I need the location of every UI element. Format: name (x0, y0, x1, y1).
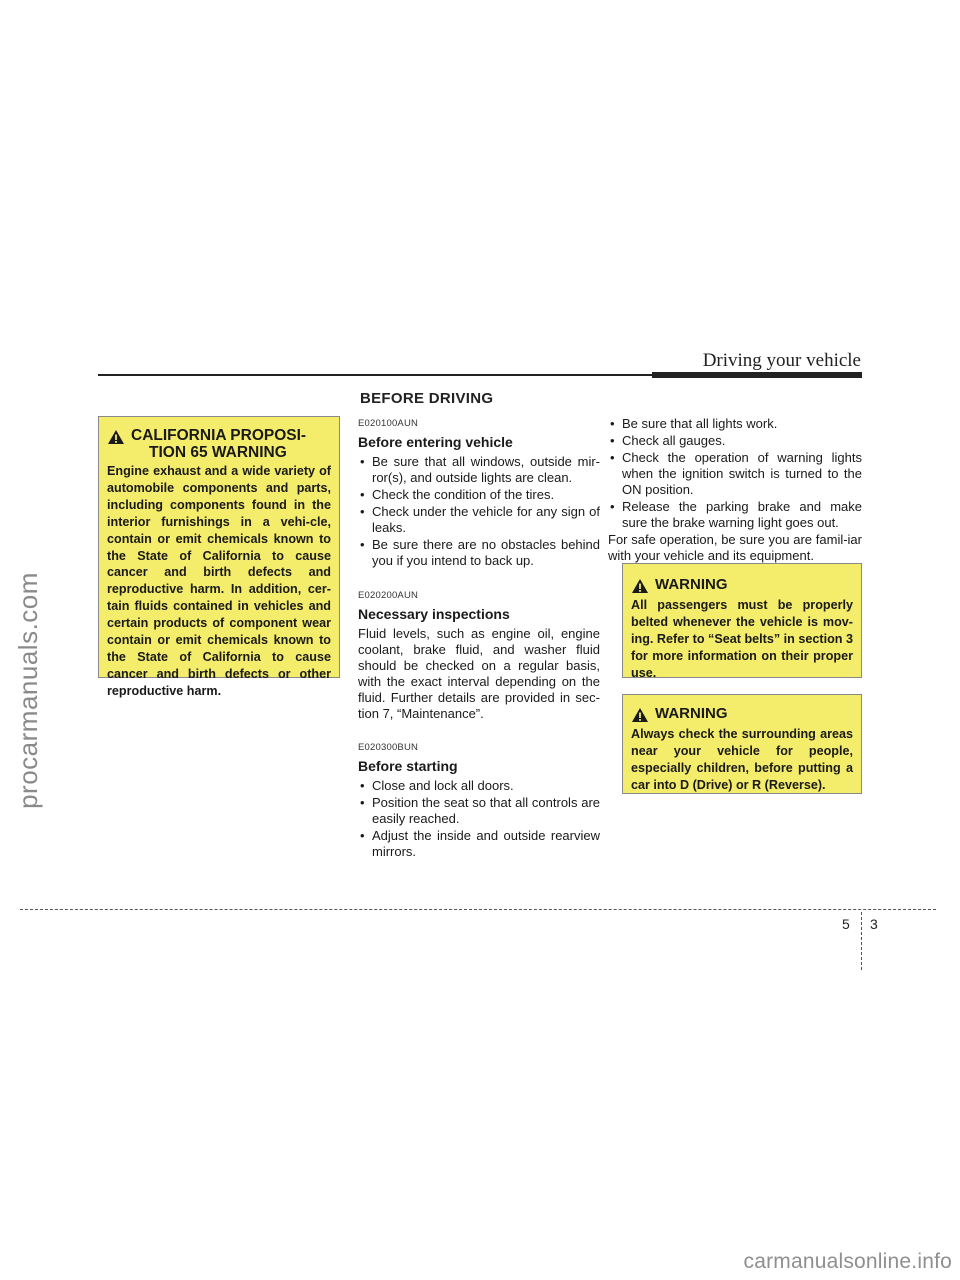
subheading-before-entering: Before entering vehicle (358, 434, 513, 450)
before-starting-list-continued (608, 416, 862, 531)
list-item: • Check the operation of warning lights when the ignition switch is turned to the ON position. (608, 450, 862, 498)
warning-triangle-icon (631, 578, 649, 594)
list-item: • Check all gauges. (608, 433, 862, 449)
footer-rule (20, 909, 936, 910)
surroundings-warning-body: Always check the surrounding areas near your vehicle for people, especially children, before putting a car into D (Drive) or R (Reverse). (631, 727, 853, 792)
seatbelt-warning-header (631, 576, 853, 594)
inspections-paragraph: Fluid levels, such as engine oil, engine coolant, brake fluid, and washer fluid should be checked on a regular basis, with the exact interval depending on the fluid. Further details are provided in sec-tion 7, “Maintenance”. (358, 626, 600, 721)
seatbelt-warning-body: All passengers must be properly belted whenever the vehicle is mov-ing. Refer to “Seat belts” in section 3 for more information on their proper use. (631, 598, 853, 680)
list-item: • Position the seat so that all controls are easily reached. (358, 795, 600, 827)
section-title: Driving your vehicle (702, 350, 861, 371)
section-code: E020300BUN (358, 742, 419, 753)
page-number-divider (861, 912, 862, 970)
seatbelt-warning-box (622, 563, 862, 678)
list-item: • Be sure there are no obstacles behind you if you intend to back up. (358, 537, 600, 569)
california-warning-body: Engine exhaust and a wide variety of automobile components and parts, including components found in the interior furnishings in a vehi-cle, contain or emit chemicals known to the State of California to cause cancer and birth defects and reproductive harm. In addition, cer-tain fluids contained in vehicles and certain products of component wear contain or emit chemicals known to the State of California to cause cancer and birth defects or other reproductive harm. (107, 464, 331, 698)
california-warning-title (131, 427, 306, 461)
header-rule-accent (652, 372, 862, 378)
side-watermark-text: procarmanuals.com (12, 571, 43, 809)
middle-column (358, 416, 600, 861)
list-item: • Adjust the inside and outside rearview mirrors. (358, 828, 600, 860)
warning-triangle-icon (631, 707, 649, 723)
bottom-watermark: carmanualsonline.info (743, 1250, 952, 1273)
california-warning-header (107, 427, 331, 461)
section-code: E020200AUN (358, 590, 419, 601)
surroundings-warning-header (631, 705, 853, 723)
california-warning-title-line2: TION 65 WARNING (149, 444, 287, 461)
before-starting-list (358, 778, 600, 860)
chapter-number: 5 (842, 916, 850, 932)
before-entering-list (358, 454, 600, 569)
right-column (608, 416, 862, 564)
main-heading: BEFORE DRIVING (360, 390, 494, 407)
list-item: • Close and lock all doors. (358, 778, 600, 794)
section-code: E020100AUN (358, 418, 419, 429)
list-item: • Be sure that all lights work. (608, 416, 862, 432)
list-item: • Check under the vehicle for any sign of leaks. (358, 504, 600, 536)
list-item: • Be sure that all windows, outside mir-ror(s), and outside lights are clean. (358, 454, 600, 486)
warning-triangle-icon (107, 429, 125, 445)
california-warning-box (98, 416, 340, 698)
page-number: 3 (870, 916, 878, 932)
side-watermark (8, 540, 48, 840)
seatbelt-warning-title: WARNING (655, 576, 728, 593)
list-item: • Check the condition of the tires. (358, 487, 600, 503)
subheading-necessary-inspections: Necessary inspections (358, 606, 510, 622)
subheading-before-starting: Before starting (358, 758, 458, 774)
closing-paragraph: For safe operation, be sure you are famil-iar with your vehicle and its equipment. (608, 532, 862, 563)
surroundings-warning-title: WARNING (655, 705, 728, 722)
california-warning-title-line1: CALIFORNIA PROPOSI- (131, 427, 307, 444)
surroundings-warning-box (622, 694, 862, 794)
list-item: • Release the parking brake and make sure the brake warning light goes out. (608, 499, 862, 531)
